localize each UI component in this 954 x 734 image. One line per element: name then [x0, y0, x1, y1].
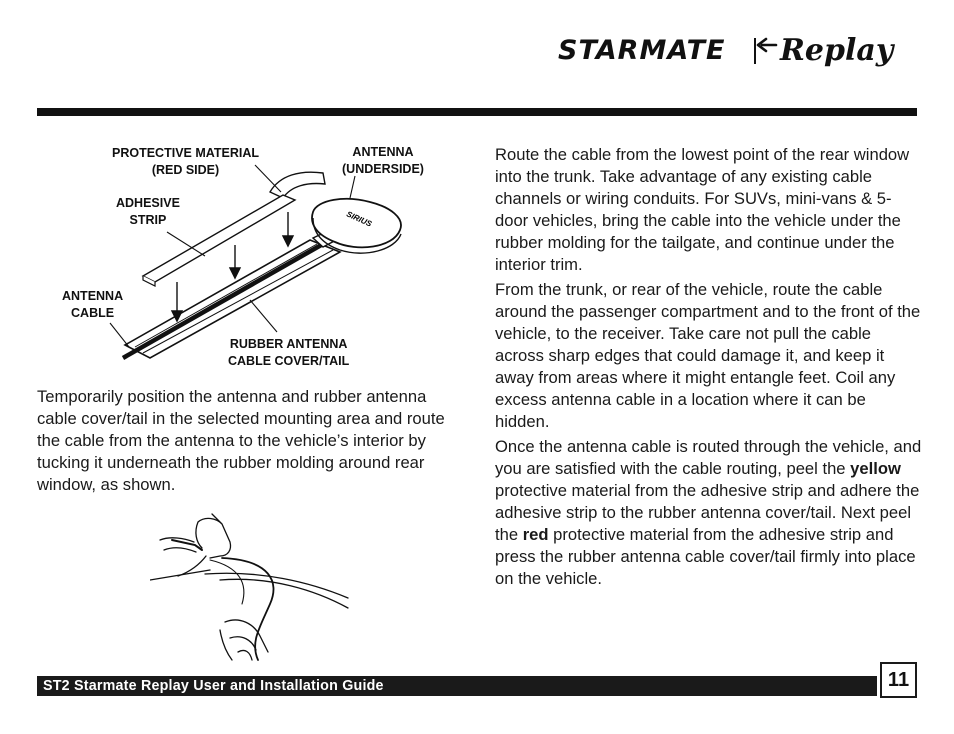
hands-tucking-cable-illustration: [150, 512, 350, 662]
starmate-replay-logo: [558, 34, 918, 74]
header-rule: [37, 108, 917, 116]
p3-part-2: protective material from the adhesive strip and adhere the adhesive strip to the rubber antenna cover/tail. Next peel the: [495, 481, 920, 544]
p3-bold-yellow: yellow: [850, 459, 901, 478]
rubber-cover-groove: [135, 244, 317, 347]
replay-arrow-icon: [756, 36, 778, 56]
p3-part-3: protective material from the adhesive strip and press the rubber antenna cable cover/tail firmly into place on the vehicle.: [495, 525, 916, 588]
sirius-logo-text: SIRIUS: [345, 209, 374, 229]
label-antenna-cable: ANTENNA CABLE: [62, 289, 124, 320]
p3-bold-red: red: [522, 525, 549, 544]
label-protective-material: PROTECTIVE MATERIAL (RED SIDE): [112, 146, 259, 177]
logo-replay-text: Replay: [780, 33, 894, 68]
right-paragraph-3: [495, 436, 923, 590]
p3-part-1: Once the antenna cable is routed through the vehicle, and you are satisfied with the cable routing, peel the: [495, 437, 922, 478]
antenna-mounting-diagram: [55, 140, 465, 375]
upper-hand: [178, 514, 231, 576]
protective-material-strip: [270, 172, 325, 198]
cable-tail: [210, 560, 244, 604]
label-rubber-cover: RUBBER ANTENNA CABLE COVER/TAIL: [228, 337, 350, 368]
label-adhesive-strip: ADHESIVE STRIP: [116, 196, 180, 227]
logo-starmate-text: STARMATE: [558, 35, 726, 66]
label-antenna: ANTENNA (UNDERSIDE): [342, 145, 424, 176]
rubber-molding-edge: [205, 573, 348, 598]
right-paragraph-2: From the trunk, or rear of the vehicle, route the cable around the passenger compartment and to the front of the vehicle, to the receiver. Take care not pull the cable across sharp edges that could damage it, and keep it away from areas where it might entangle feet. Coil any excess antenna cable in a location where it can be hidden.: [495, 280, 921, 431]
left-instruction-paragraph: Temporarily position the antenna and rubber antenna cable cover/tail in the selected mounting area and route the cable from the antenna to the vehicle’s interior by tucking it underneath the rubber molding around rear window, as shown.: [37, 387, 445, 494]
rubber-molding-inner: [220, 579, 348, 608]
footer-guide-title: ST2 Starmate Replay User and Installation Guide: [43, 678, 384, 694]
right-paragraph-1: Route the cable from the lowest point of the rear window into the trunk. Take advantage of any existing cable channels or wiring conduits. For SUVs, mini-vans & 5-door vehicles, bring the cable into the vehicle under the rubber molding for the tailgate, and continue under the interior trim.: [495, 145, 910, 274]
page-number: 11: [880, 662, 917, 698]
